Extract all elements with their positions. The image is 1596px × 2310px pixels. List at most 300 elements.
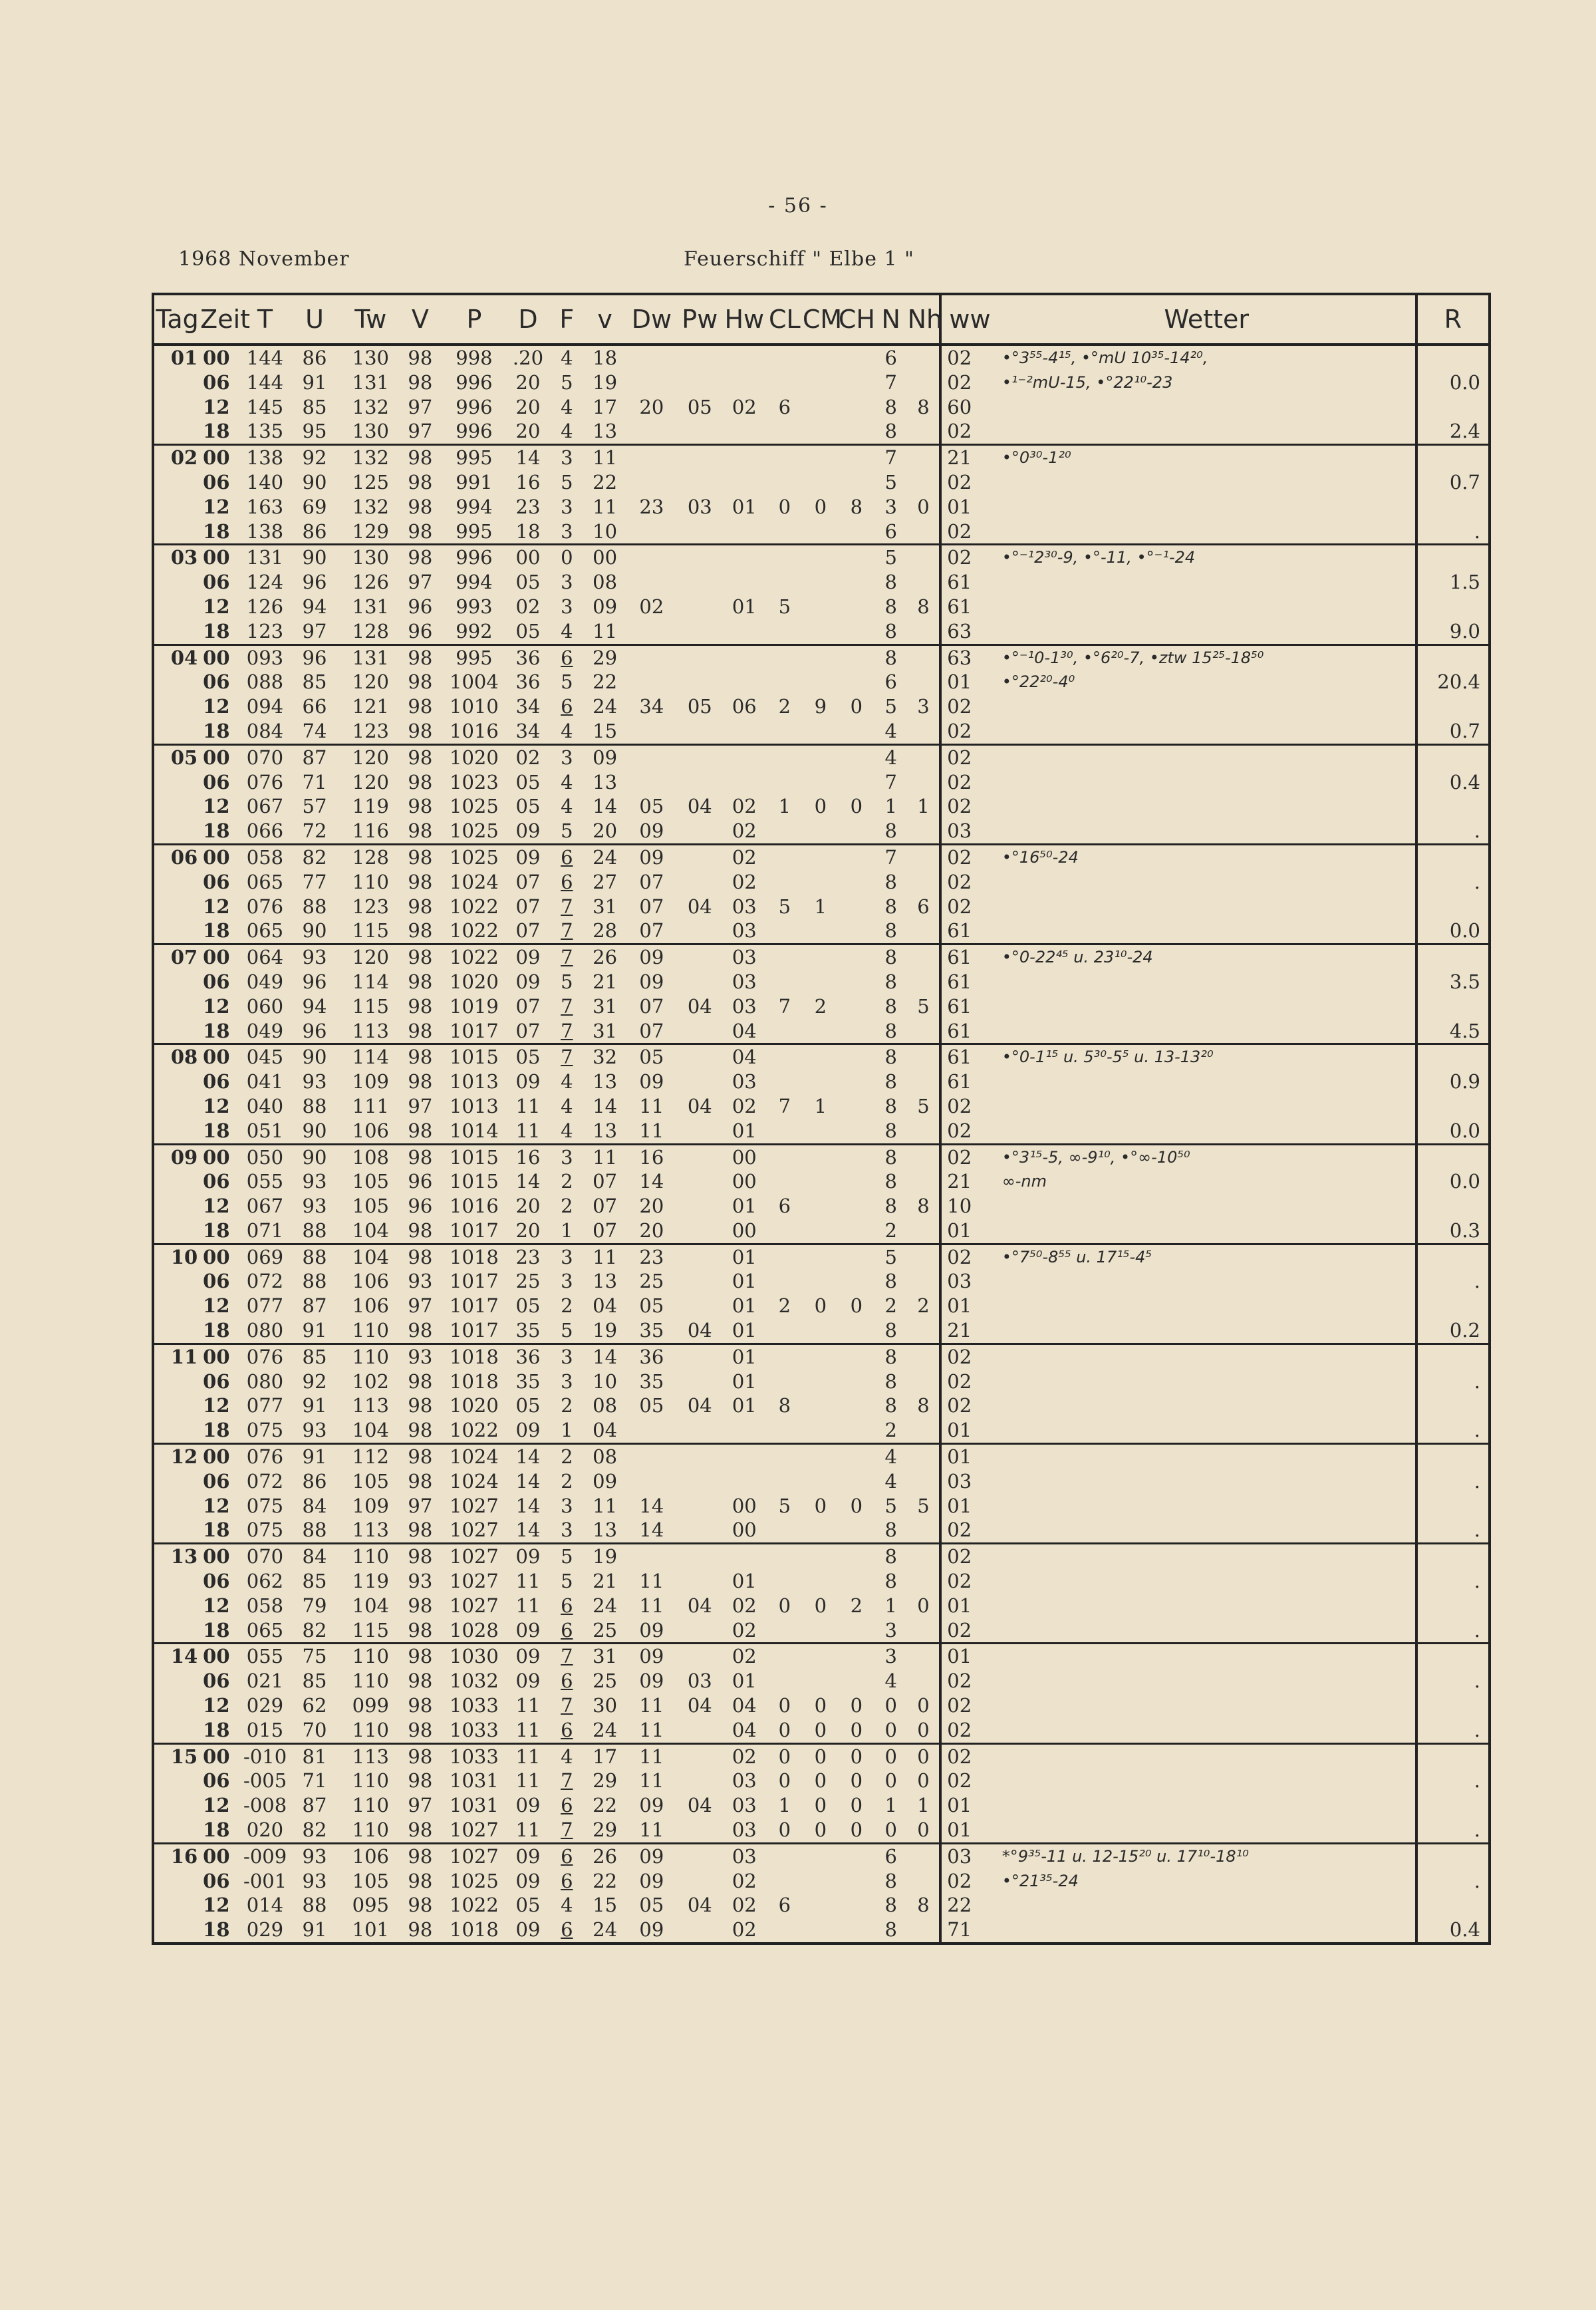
cell-d: 09 (515, 1618, 541, 1642)
cell-tw: 120 (342, 944, 398, 970)
cell-cm: 0 (814, 1794, 827, 1817)
cell-v: 98 (408, 1769, 433, 1793)
cell-ch (839, 1169, 874, 1194)
cell-wetter (998, 719, 1416, 744)
cell-tag (154, 619, 200, 645)
cell-v: 13 (593, 1119, 618, 1142)
cell-d: 05 (515, 795, 541, 818)
cell-p: 991 (456, 470, 493, 494)
cell-pw (678, 770, 722, 795)
cell-ch (839, 1518, 874, 1543)
cell-u: 85 (302, 395, 327, 418)
cell-f: 4 (561, 395, 573, 418)
cell-n: 5 (874, 1244, 908, 1269)
cell-f: 3 (549, 1344, 584, 1369)
cell-ch (839, 1194, 874, 1219)
cell-n: 3 (884, 1618, 897, 1642)
cell-v: 98 (398, 445, 442, 470)
cell-zeit: 06 (203, 970, 230, 993)
cell-d: 09 (515, 1669, 541, 1693)
cell-f: 3 (561, 519, 573, 543)
cell-u: 97 (302, 619, 327, 643)
cell-v: 98 (408, 1718, 433, 1741)
cell-nh (908, 1344, 941, 1369)
cell-f: 3 (561, 571, 573, 594)
cell-ch (839, 1219, 874, 1244)
cell-v: 09 (584, 744, 626, 770)
cell-p: 1024 (442, 1444, 506, 1469)
cell-cm (803, 1070, 839, 1094)
cell-f: 4 (561, 795, 573, 818)
cell-tag (154, 495, 200, 519)
cell-d: 02 (507, 744, 550, 770)
cell-f: 3 (549, 445, 584, 470)
cell-cm (803, 1119, 839, 1144)
cell-f: 6 (561, 1794, 573, 1817)
column-header-row (154, 295, 1488, 345)
table-row (154, 1094, 1488, 1119)
cell-tw: 102 (352, 1370, 389, 1393)
cell-zeit: 00 (200, 844, 243, 869)
cell-p: 1018 (450, 1370, 499, 1393)
cell-r: . (1416, 1869, 1488, 1894)
cell-u: 90 (302, 919, 327, 942)
cell-u: 96 (302, 970, 327, 993)
cell-cm (803, 1869, 839, 1894)
cell-p: 1017 (450, 1019, 499, 1042)
cell-cl: 7 (778, 994, 791, 1018)
table-row (154, 970, 1488, 994)
cell-cl (767, 1318, 803, 1344)
cell-zeit: 00 (200, 1344, 243, 1369)
cell-pw: 04 (687, 994, 712, 1018)
cell-nh: 8 (917, 1195, 930, 1218)
cell-tw: 109 (352, 1070, 389, 1093)
cell-t: 077 (246, 1294, 284, 1318)
cell-r (1416, 1194, 1488, 1219)
cell-f: 7 (561, 1818, 573, 1842)
cell-cl: 0 (778, 1594, 791, 1617)
cell-cl (767, 1469, 803, 1494)
cell-nh: 8 (917, 1394, 930, 1417)
cell-wetter (998, 1119, 1416, 1144)
cell-n: 2 (884, 1419, 897, 1442)
cell-tag (154, 670, 200, 694)
cell-hw (722, 1544, 767, 1569)
cell-t: 076 (243, 1344, 287, 1369)
cell-nh (908, 719, 941, 744)
cell-p: 1020 (442, 744, 506, 770)
cell-nh: 1 (917, 795, 930, 818)
cell-dw: 07 (639, 870, 664, 893)
cell-nh (908, 1418, 941, 1443)
cell-ch (839, 844, 874, 869)
cell-ch (839, 545, 874, 570)
cell-cl: 0 (778, 495, 791, 518)
cell-v: 98 (408, 1918, 433, 1942)
cell-u: 85 (302, 1570, 327, 1593)
cell-cm (803, 645, 839, 670)
cell-v: 22 (593, 1794, 618, 1817)
col-n: N (874, 295, 908, 345)
cell-p: 1027 (450, 1518, 499, 1542)
cell-t: -005 (243, 1769, 287, 1793)
cell-wetter: •°3¹⁵-5, ∞-9¹⁰, •°∞-10⁵⁰ (998, 1144, 1416, 1169)
cell-zeit: 18 (203, 1119, 230, 1142)
cell-zeit: 12 (203, 895, 230, 918)
cell-wetter (998, 895, 1416, 919)
table-row (154, 1618, 1488, 1644)
cell-dw (626, 545, 678, 570)
cell-ww: 61 (940, 919, 998, 944)
cell-v: 29 (593, 1769, 618, 1793)
cell-nh (908, 744, 941, 770)
cell-zeit: 18 (203, 1319, 230, 1342)
cell-p: 1030 (442, 1644, 506, 1669)
cell-ww: 02 (940, 1869, 998, 1894)
col-d: D (507, 295, 550, 345)
cell-f: 1 (561, 1219, 573, 1242)
cell-f: 7 (561, 919, 573, 942)
cell-ch: 0 (850, 1818, 863, 1842)
table-row (154, 1244, 1488, 1269)
cell-p: 1016 (450, 719, 499, 742)
cell-ch (839, 895, 874, 919)
cell-hw: 02 (732, 395, 757, 418)
cell-nh (908, 1843, 941, 1868)
cell-pw: 04 (687, 1594, 712, 1617)
cell-v: 98 (408, 1394, 433, 1417)
cell-wetter (998, 1294, 1416, 1318)
cell-hw (722, 570, 767, 595)
cell-n: 1 (884, 1594, 897, 1617)
cell-v: 10 (593, 1370, 618, 1393)
cell-t: 014 (246, 1894, 284, 1917)
cell-f: 4 (561, 420, 573, 443)
cell-cm: 0 (814, 1818, 827, 1842)
cell-d: 35 (515, 1319, 541, 1342)
cell-tag: 05 (154, 744, 200, 770)
cell-tag: 08 (154, 1044, 200, 1070)
cell-t: 140 (246, 470, 284, 494)
cell-pw (678, 1469, 722, 1494)
cell-t: 123 (246, 619, 284, 643)
cell-n: 8 (884, 1570, 897, 1593)
cell-f: 4 (561, 1119, 573, 1142)
cell-p: 1022 (450, 895, 499, 918)
table-row (154, 419, 1488, 444)
cell-f: 3 (561, 595, 573, 618)
cell-d: 34 (515, 695, 541, 718)
cell-dw: 11 (639, 1094, 664, 1117)
cell-v: 98 (408, 347, 433, 369)
cell-v: 98 (398, 944, 442, 970)
cell-r: 0.4 (1416, 770, 1488, 795)
table-row (154, 1144, 1488, 1169)
cell-cl (767, 1119, 803, 1144)
cell-v: 19 (584, 1544, 626, 1569)
cell-r (1416, 1344, 1488, 1369)
table-row (154, 1693, 1488, 1718)
cell-tag (154, 1194, 200, 1219)
cell-dw: 09 (626, 1644, 678, 1669)
cell-tag (154, 1669, 200, 1693)
cell-ww: 02 (940, 1544, 998, 1569)
cell-ch (839, 1569, 874, 1594)
table-row (154, 495, 1488, 519)
cell-hw (722, 445, 767, 470)
cell-pw (678, 1418, 722, 1443)
cell-nh (908, 1444, 941, 1469)
cell-v: 14 (593, 1094, 618, 1117)
cell-wetter (998, 1494, 1416, 1518)
cell-zeit: 00 (200, 944, 243, 970)
cell-ww: 60 (940, 395, 998, 420)
cell-cm: 0 (814, 495, 827, 518)
cell-n: 8 (884, 819, 897, 843)
cell-tag: 03 (154, 545, 200, 570)
cell-t: 072 (246, 1469, 284, 1493)
cell-v: 13 (593, 1270, 618, 1293)
cell-pw (678, 919, 722, 944)
cell-zeit: 06 (203, 1869, 230, 1892)
cell-dw: 36 (626, 1344, 678, 1369)
cell-cm (803, 1918, 839, 1942)
cell-f: 6 (561, 1718, 573, 1741)
cell-p: 998 (456, 347, 493, 369)
cell-tw: 101 (352, 1918, 389, 1942)
cell-t: 144 (246, 347, 284, 369)
cell-v: 22 (593, 1869, 618, 1892)
cell-cm (803, 1469, 839, 1494)
cell-hw: 01 (732, 1394, 757, 1417)
cell-pw (678, 1518, 722, 1543)
cell-f: 3 (561, 495, 573, 518)
cell-wetter: •°22²⁰-4⁰ (1001, 672, 1075, 692)
ship-header: Feuerschiff " Elbe 1 " (684, 247, 914, 271)
cell-zeit: 06 (203, 1070, 230, 1093)
cell-u: 90 (302, 470, 327, 494)
cell-d: 05 (515, 1894, 541, 1917)
cell-u: 96 (302, 1019, 327, 1042)
cell-u: 71 (302, 1769, 327, 1793)
cell-v: 96 (408, 619, 433, 643)
cell-cm (803, 670, 839, 694)
cell-t: 094 (246, 695, 284, 718)
cell-zeit: 12 (203, 395, 230, 418)
cell-ch (839, 919, 874, 944)
table-row (154, 1818, 1488, 1843)
cell-cl (767, 1444, 803, 1469)
cell-f: 5 (549, 1544, 584, 1569)
weather-table-frame (152, 293, 1491, 1945)
cell-v: 22 (593, 670, 618, 694)
cell-tw: 110 (342, 1344, 398, 1369)
cell-n: 0 (884, 1718, 897, 1741)
cell-tw: 126 (352, 571, 389, 594)
cell-p: 1017 (450, 1319, 499, 1342)
cell-pw (678, 1070, 722, 1094)
cell-u: 84 (287, 1544, 342, 1569)
cell-n: 8 (874, 1344, 908, 1369)
cell-tw: 110 (352, 1769, 389, 1793)
cell-u: 85 (302, 1669, 327, 1693)
cell-tw: 121 (352, 695, 389, 718)
cell-wetter (998, 1644, 1416, 1669)
cell-u: 93 (302, 1170, 327, 1193)
cell-dw: 35 (639, 1319, 664, 1342)
cell-tw: 132 (352, 495, 389, 518)
cell-nh (908, 519, 941, 545)
cell-u: 93 (302, 1195, 327, 1218)
cell-v: 98 (408, 1894, 433, 1917)
cell-u: 74 (302, 719, 327, 742)
cell-p: 1027 (450, 1494, 499, 1517)
cell-v: 98 (408, 1319, 433, 1342)
table-row (154, 395, 1488, 420)
cell-hw: 03 (732, 919, 757, 942)
cell-hw: 06 (732, 695, 757, 718)
cell-tag: 14 (154, 1644, 200, 1669)
cell-wetter (998, 419, 1416, 444)
cell-v: 11 (593, 619, 618, 643)
cell-cl (767, 1618, 803, 1644)
cell-n: 8 (884, 1170, 897, 1193)
cell-v: 08 (593, 1394, 618, 1417)
cell-ww: 61 (940, 970, 998, 994)
cell-tag (154, 770, 200, 795)
cell-tw: 106 (342, 1843, 398, 1868)
cell-p: 996 (456, 370, 493, 394)
cell-cm (803, 1418, 839, 1443)
cell-wetter (998, 1544, 1416, 1569)
table-row (154, 645, 1488, 670)
cell-ww: 01 (940, 1219, 998, 1244)
cell-wetter: •°0³⁰-1²⁰ (998, 445, 1416, 470)
cell-ch: 0 (850, 1294, 863, 1318)
cell-ch (839, 1370, 874, 1394)
cell-tag (154, 1393, 200, 1418)
cell-n: 8 (884, 1119, 897, 1142)
cell-p: 1022 (450, 1419, 499, 1442)
cell-ch: 0 (850, 1494, 863, 1517)
cell-r: . (1416, 1518, 1488, 1543)
cell-dw: 11 (639, 1570, 664, 1593)
cell-v: 11 (584, 445, 626, 470)
cell-p: 996 (442, 545, 506, 570)
cell-cm (803, 1444, 839, 1469)
cell-v: 98 (408, 1618, 433, 1642)
cell-n: 8 (884, 895, 897, 918)
cell-nh (908, 645, 941, 670)
cell-cm (803, 770, 839, 795)
cell-wetter: ∞-nm (1001, 1172, 1047, 1191)
cell-r (1416, 794, 1488, 819)
cell-wetter: •°0-1¹⁵ u. 5³⁰-5⁵ u. 13-13²⁰ (998, 1044, 1416, 1070)
cell-r (1416, 595, 1488, 619)
cell-zeit: 18 (203, 1518, 230, 1542)
cell-d: 09 (507, 944, 550, 970)
cell-dw: 25 (639, 1270, 664, 1293)
cell-v: 15 (593, 719, 618, 742)
cell-u: 91 (302, 370, 327, 394)
cell-f: 7 (561, 1694, 573, 1717)
cell-ch (839, 670, 874, 694)
cell-ww: 02 (940, 1743, 998, 1769)
cell-n: 1 (884, 1794, 897, 1817)
cell-dw: 09 (626, 944, 678, 970)
cell-tag (154, 1019, 200, 1044)
cell-f: 7 (561, 994, 573, 1018)
cell-nh: 0 (908, 1743, 941, 1769)
cell-dw: 09 (626, 1843, 678, 1868)
cell-cl (767, 1370, 803, 1394)
cell-t: 069 (243, 1244, 287, 1269)
cell-cm (803, 1219, 839, 1244)
cell-tag: 16 (154, 1843, 200, 1868)
cell-nh: 0 (917, 1594, 930, 1617)
cell-cm (803, 1194, 839, 1219)
cell-cl (767, 1344, 803, 1369)
cell-v: 98 (398, 645, 442, 670)
cell-pw (678, 1818, 722, 1843)
cell-tw: 110 (352, 1794, 389, 1817)
cell-ch: 0 (850, 1694, 863, 1717)
cell-r: 0.0 (1416, 919, 1488, 944)
cell-v: 93 (408, 1270, 433, 1293)
cell-tw: 113 (352, 1394, 389, 1417)
cell-ch (839, 1044, 874, 1070)
cell-t: 021 (246, 1669, 284, 1693)
cell-pw (678, 619, 722, 645)
cell-cl (767, 1918, 803, 1942)
cell-v: 31 (593, 1019, 618, 1042)
cell-tag (154, 595, 200, 619)
cell-u: 88 (302, 1219, 327, 1242)
cell-d: 23 (515, 495, 541, 518)
cell-tag (154, 719, 200, 744)
cell-pw (678, 1169, 722, 1194)
cell-hw (722, 1469, 767, 1494)
cell-hw (722, 744, 767, 770)
cell-p: 993 (456, 595, 493, 618)
cell-u: 88 (302, 1270, 327, 1293)
cell-u: 88 (302, 895, 327, 918)
cell-n: 8 (884, 571, 897, 594)
cell-v: 04 (593, 1419, 618, 1442)
cell-pw: 04 (687, 1694, 712, 1717)
cell-n: 8 (884, 1370, 897, 1393)
cell-pw (678, 1344, 722, 1369)
cell-hw: 02 (732, 1869, 757, 1892)
cell-v: 26 (584, 944, 626, 970)
cell-nh (908, 370, 941, 395)
cell-u: 93 (302, 1869, 327, 1892)
cell-dw: 09 (639, 1918, 664, 1942)
cell-t: 124 (246, 571, 284, 594)
cell-dw (626, 345, 678, 370)
cell-wetter (998, 994, 1416, 1019)
cell-t: 070 (243, 744, 287, 770)
cell-v: 98 (408, 1518, 433, 1542)
cell-cm: 0 (814, 795, 827, 818)
cell-v: 98 (408, 1219, 433, 1242)
cell-t: 060 (246, 994, 284, 1018)
cell-wetter: •¹⁻²mU-15, •°22¹⁰-23 (1001, 372, 1173, 392)
cell-zeit: 06 (203, 1769, 230, 1793)
cell-r: 0.3 (1416, 1219, 1488, 1244)
cell-tag: 10 (154, 1244, 200, 1269)
